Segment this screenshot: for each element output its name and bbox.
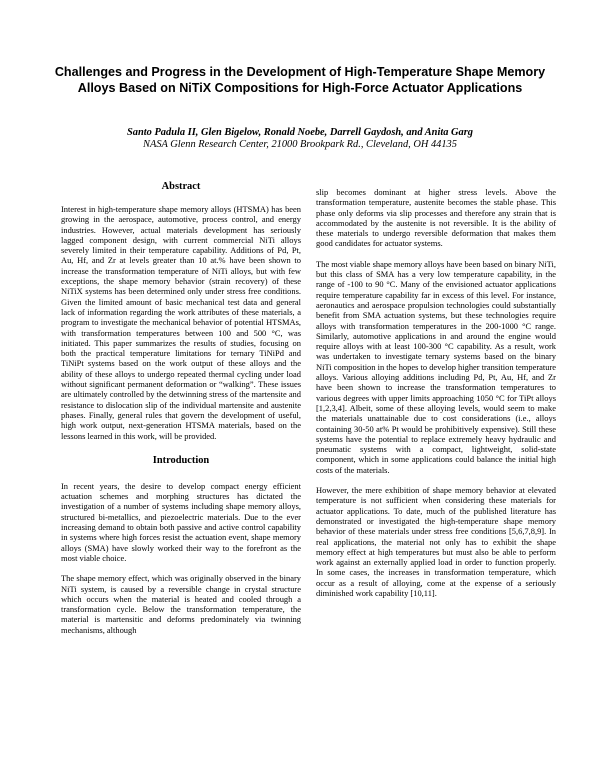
body-paragraph-2: The most viable shape memory alloys have been based on binary NiTi, but this class of SMA has a very low temperature capability, in the range of -100 to 90 °C. Many of the envisioned actuator applications require temperature capability far in excess of this level. For instance, aeronautics and aerospace propulsion technologies could substantially benefit from SMA actuation systems, but these technologies require alloys with transformation temperatures in the 200-1000 °C range. Similarly, automotive applications in and around the engine would require alloys with at least 100-300 °C capability. As a result, work was undertaken to investigate ternary systems based on the binary NiTi composition in the hopes to develop higher transition temperature alloys. Various alloying additions including Pd, Pt, Au, Hf, and Zr have been shown to increase the transformation temperatures to various degrees with upper limits approaching 1050 °C for TiPt alloys [1,2,3,4]. Albeit, some of these alloying levels, would seem to make the materials unattainable due to cost considerations (i.e., alloys containing 30-50 at% Pt would be prohibitively expensive). Still these systems have the potential to replace extremely heavy hydraulic and pneumatic systems with a compact, lightweight, solid-state component, which in some applications could balance the initial high costs of the materials. (316, 258, 556, 475)
introduction-heading: Introduction (152, 454, 210, 466)
intro-paragraph-1: In recent years, the desire to develop compact energy efficient actuation schemes and morphing structures has dictated the investigation of a number of systems including shape memory alloys, structured bi-metallics, and piezoelectric materials. Due to the ever increasing demand to obtain both passive and active control capability in systems where high forces resist the actuation event, shape memory alloys (SMA) have slowly worked their way to the forefront as the most viable choice. (61, 480, 301, 563)
right-column (316, 187, 556, 608)
abstract-paragraph: Interest in high-temperature shape memory alloys (HTSMA) has been growing in the aerospace, automotive, process control, and energy industries. However, actual materials development has seriously lagged component design, with current commercial NiTi alloys severely limited in their temperature capability. Additions of Pd, Pt, Au, Hf, and Zr at levels greater than 10 at.% have been shown to increase the transformation temperature of NiTi alloys, but with few exceptions, the shape memory behavior (strain recovery) of these NiTiX systems has been determined only under stress free conditions. Given the limited amount of basic mechanical test data and general lack of information regarding the work attributes of these materials, a program to investigate the mechanical behavior of potential HTSMAs, with transformation temperatures between 100 and 500 °C, was initiated. This paper summarizes the results of studies, focusing on both the practical temperature limitations for ternary TiNiPd and TiNiPt systems based on the work output of these alloys and the ability of these alloys to undergo repeated thermal cycling under load without significant permanent deformation or “walking”. These issues are ultimately controlled by the detwinning stress of the martensite and resistance to dislocation slip of the individual martensite and austenite phases. Finally, general rules that govern the development of useful, high work output, next-generation HTSMA materials, based on the lessons learned in this work, will be provided. (61, 204, 301, 441)
left-column (61, 181, 301, 645)
affiliation: NASA Glenn Research Center, 21000 Brookpark Rd., Cleveland, OH 44135 (143, 139, 457, 150)
intro-paragraph-2: The shape memory effect, which was originally observed in the binary NiTi system, is caused by a reversible change in crystal structure which occurs when the material is heated and cooled through a transformation cycle. Below the transformation temperature, the material is martensitic and deforms predominately via twinning mechanisms, although (61, 573, 301, 635)
body-paragraph-3: However, the mere exhibition of shape memory behavior at elevated temperature is not sufficient when considering these materials for actuator applications. To date, much of the published literature has demonstrated or investigated the high-temperature shape memory behavior of these materials under stress free conditions [5,6,7,8,9]. In real applications, the material not only has to exhibit the shape memory effect at high temperatures but must also be able to perform work against an externally applied load in order to function properly. In some cases, the increases in transformation temperature, which occur as a result of alloying, come at the expense of a seriously diminished work capability [10,11]. (316, 485, 556, 598)
abstract-heading: Abstract (161, 181, 201, 192)
body-paragraph-1: slip becomes dominant at higher stress levels. Above the transformation temperature, austenite becomes the stable phase. This phase only deforms via slip processes and therefore any strain that is accommodated by the austenite is not reversible. It is the ability of these materials to undergo reversible deformation that makes them good candidates for actuator systems. (316, 187, 556, 249)
author-list: Santo Padula II, Glen Bigelow, Ronald Noebe, Darrell Gaydosh, and Anita Garg (127, 127, 473, 138)
paper-title: Challenges and Progress in the Development of High-Temperature Shape Memory Alloys Based on NiTiX Compositions for High-Force Actuator Applications (54, 65, 546, 95)
